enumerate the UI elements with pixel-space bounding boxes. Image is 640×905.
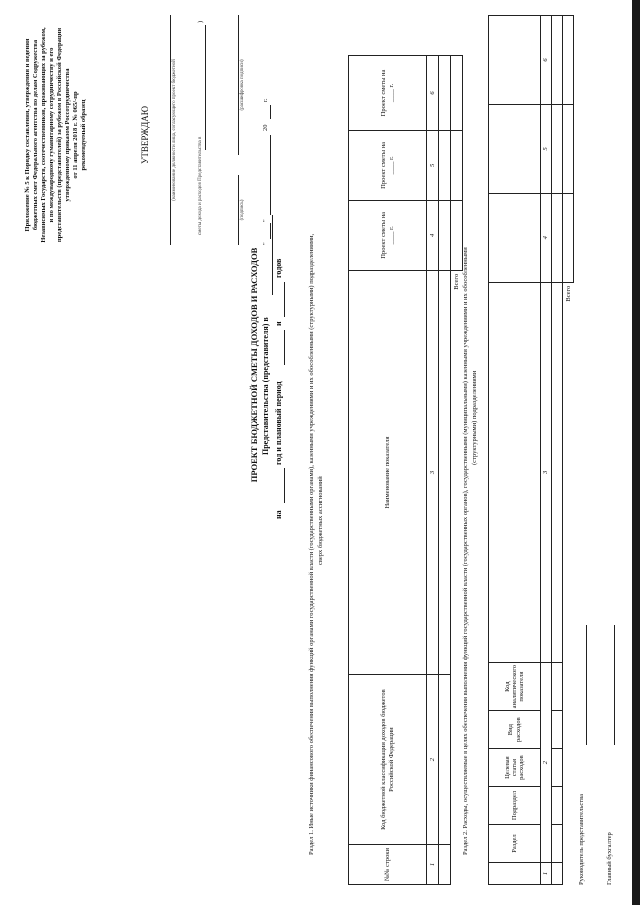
col-number: 1 xyxy=(541,863,552,885)
section2-number-row xyxy=(541,16,552,885)
header-razdel: Раздел xyxy=(489,825,541,863)
years-label: годов xyxy=(274,258,283,278)
col-number: 2 xyxy=(427,675,439,845)
header-row-no: №№ строки xyxy=(349,845,427,885)
section1-empty-row xyxy=(439,56,451,885)
table-cell xyxy=(563,16,574,105)
and-label: и xyxy=(274,321,283,326)
header-empty xyxy=(489,863,541,885)
position-line xyxy=(170,15,171,245)
table-cell xyxy=(552,282,563,662)
col-number: 5 xyxy=(427,130,439,200)
doc-title: ПРОЕКТ БЮДЖЕТНОЙ СМЕТЫ ДОХОДОВ И РАСХОДОВ xyxy=(249,247,259,483)
day-line xyxy=(270,223,271,239)
decoding-line xyxy=(238,15,239,155)
col-number: 2 xyxy=(541,663,552,863)
appendix-line: от 11 апреля 2018 г. № 065/-пр xyxy=(72,91,79,179)
header-target: Целевая статья расходов xyxy=(489,749,541,787)
appendix-line: утвержденному приказом Россотрудничества xyxy=(64,68,71,202)
doc-subtitle: Представительства (представителя) в xyxy=(261,317,270,455)
signature-head-label: Руководитель представительства xyxy=(578,794,585,885)
table-cell xyxy=(451,130,463,200)
year-blank-1 xyxy=(284,468,285,503)
table-cell xyxy=(563,663,574,711)
table-cell xyxy=(563,787,574,825)
position-caption: (наименование должности лица, согласующего проект бюджетной xyxy=(172,59,177,201)
section1-table xyxy=(348,55,463,885)
date-open-quote: " xyxy=(262,242,269,245)
table-cell xyxy=(563,749,574,787)
col-number: 3 xyxy=(427,270,439,674)
header-type: Вид расходов xyxy=(489,711,541,749)
header-name xyxy=(489,282,541,662)
position-caption2: сметы дохода и расходов Представительства в xyxy=(198,136,203,235)
table-cell xyxy=(552,193,563,282)
appendix-line: представительств (представителей) за рубежом в Российской Федерации xyxy=(56,27,63,243)
section2-total-row xyxy=(563,16,574,885)
appendix-line: бюджетных смет Федерального агентства по делам Содружества xyxy=(32,39,39,231)
table-cell xyxy=(489,104,541,193)
table-cell xyxy=(439,845,451,885)
col-number: 5 xyxy=(541,104,552,193)
table-cell xyxy=(439,130,451,200)
rotated-page xyxy=(10,10,630,895)
section2-caption2: (структурными) подразделениями xyxy=(471,370,478,465)
col-number: 6 xyxy=(541,16,552,105)
period-label: год и плановый период xyxy=(274,381,283,465)
table-cell xyxy=(451,675,463,845)
month-line xyxy=(270,135,271,215)
na-label: на xyxy=(274,510,283,519)
table-cell xyxy=(451,845,463,885)
table-cell xyxy=(439,56,451,131)
section2-header-row xyxy=(489,16,541,885)
table-cell xyxy=(489,16,541,105)
header-proj2: Проект сметы на ____ г. xyxy=(349,130,427,200)
table-cell xyxy=(563,863,574,885)
section2-caption: Раздел 2. Расходы, осуществляемые в целях обеспечения выполнения функций государственной власти (государственных органов), государственными (муниципальными) казенными учреждениями и их обособленными xyxy=(462,247,469,855)
header-proj1-label: Проект сметы на xyxy=(380,211,388,259)
table-cell xyxy=(552,825,563,863)
header-name: Наименование показателя xyxy=(349,270,427,674)
table-cell xyxy=(451,200,463,270)
section1-total-label: Всего xyxy=(453,273,461,290)
table-cell xyxy=(451,56,463,131)
year-line xyxy=(270,105,271,119)
col-number: 3 xyxy=(541,282,552,662)
approve-title: УТВЕРЖДАЮ xyxy=(140,106,150,165)
table-cell xyxy=(552,863,563,885)
header-proj2-suffix: г. xyxy=(387,156,395,160)
table-cell xyxy=(552,16,563,105)
table-cell xyxy=(563,711,574,749)
year-blank-3 xyxy=(284,282,285,317)
header-proj2-label: Проект сметы на xyxy=(380,142,388,189)
header-proj1: Проект сметы на ____ г. xyxy=(349,200,427,270)
date-suffix: г. xyxy=(262,98,269,102)
header-proj3-suffix: г. xyxy=(387,83,395,88)
table-cell xyxy=(552,663,563,711)
table-cell xyxy=(563,825,574,863)
position-line-2 xyxy=(205,25,206,150)
table-cell xyxy=(439,675,451,845)
signature-head-line xyxy=(586,625,587,745)
header-proj3-label: Проект сметы на xyxy=(380,69,388,117)
date-close-quote: " xyxy=(262,219,269,222)
appendix-line: Приложение № 5 к Порядку составления, утверждения и ведения xyxy=(24,38,31,232)
bracket: ) xyxy=(197,20,204,23)
table-cell xyxy=(552,104,563,193)
section2-total-label: Всего xyxy=(564,285,572,302)
header-analytic: Код аналитического показателя xyxy=(489,663,541,711)
year-blank-2 xyxy=(284,330,285,365)
signature-accountant-label: Главный бухгалтер xyxy=(606,832,613,885)
header-podrazdel: Подраздел xyxy=(489,787,541,825)
appendix-line: и по международному гуманитарному сотрудничеству и его xyxy=(48,47,55,223)
date-year: 20 xyxy=(262,124,269,131)
appendix-line: рекомендуемый образец xyxy=(80,99,87,171)
col-number: 1 xyxy=(427,845,439,885)
section1-total-row xyxy=(451,56,463,885)
appendix-line: Независимых Государств, соотечественников, проживающих за рубежом, xyxy=(40,27,47,243)
section2-table xyxy=(488,15,574,885)
table-cell xyxy=(563,193,574,282)
section1-caption: Раздел 1. Иные источники финансового обеспечения выполнения функций органами государственной власти (государственными органами), казенными учреждениями и их обособленными (структурными) подразделениями, xyxy=(308,233,315,855)
col-number: 4 xyxy=(427,200,439,270)
decoding-caption: (расшифровка подписи) xyxy=(240,59,245,111)
section1-number-row xyxy=(427,56,439,885)
header-proj3: Проект сметы на ____ г. xyxy=(349,56,427,131)
header-proj1-suffix: г. xyxy=(387,226,395,230)
table-cell xyxy=(552,749,563,787)
table-cell xyxy=(439,200,451,270)
subtitle-line xyxy=(272,215,273,295)
table-cell xyxy=(552,711,563,749)
signature-line xyxy=(238,175,239,245)
scan-edge xyxy=(632,0,640,905)
table-cell xyxy=(439,270,451,674)
table-cell xyxy=(552,787,563,825)
header-kbk: Код бюджетной классификации доходов бюджетов Российской Федерации xyxy=(349,675,427,845)
section1-caption2: сверх бюджетных ассигнований xyxy=(317,476,324,565)
col-number: 6 xyxy=(427,56,439,131)
signature-caption: (подпись) xyxy=(240,199,245,221)
table-cell xyxy=(563,104,574,193)
section1-header-row xyxy=(349,56,427,885)
col-number: 4 xyxy=(541,193,552,282)
table-cell xyxy=(489,193,541,282)
section2-empty-row xyxy=(552,16,563,885)
signature-accountant-line xyxy=(614,625,615,745)
